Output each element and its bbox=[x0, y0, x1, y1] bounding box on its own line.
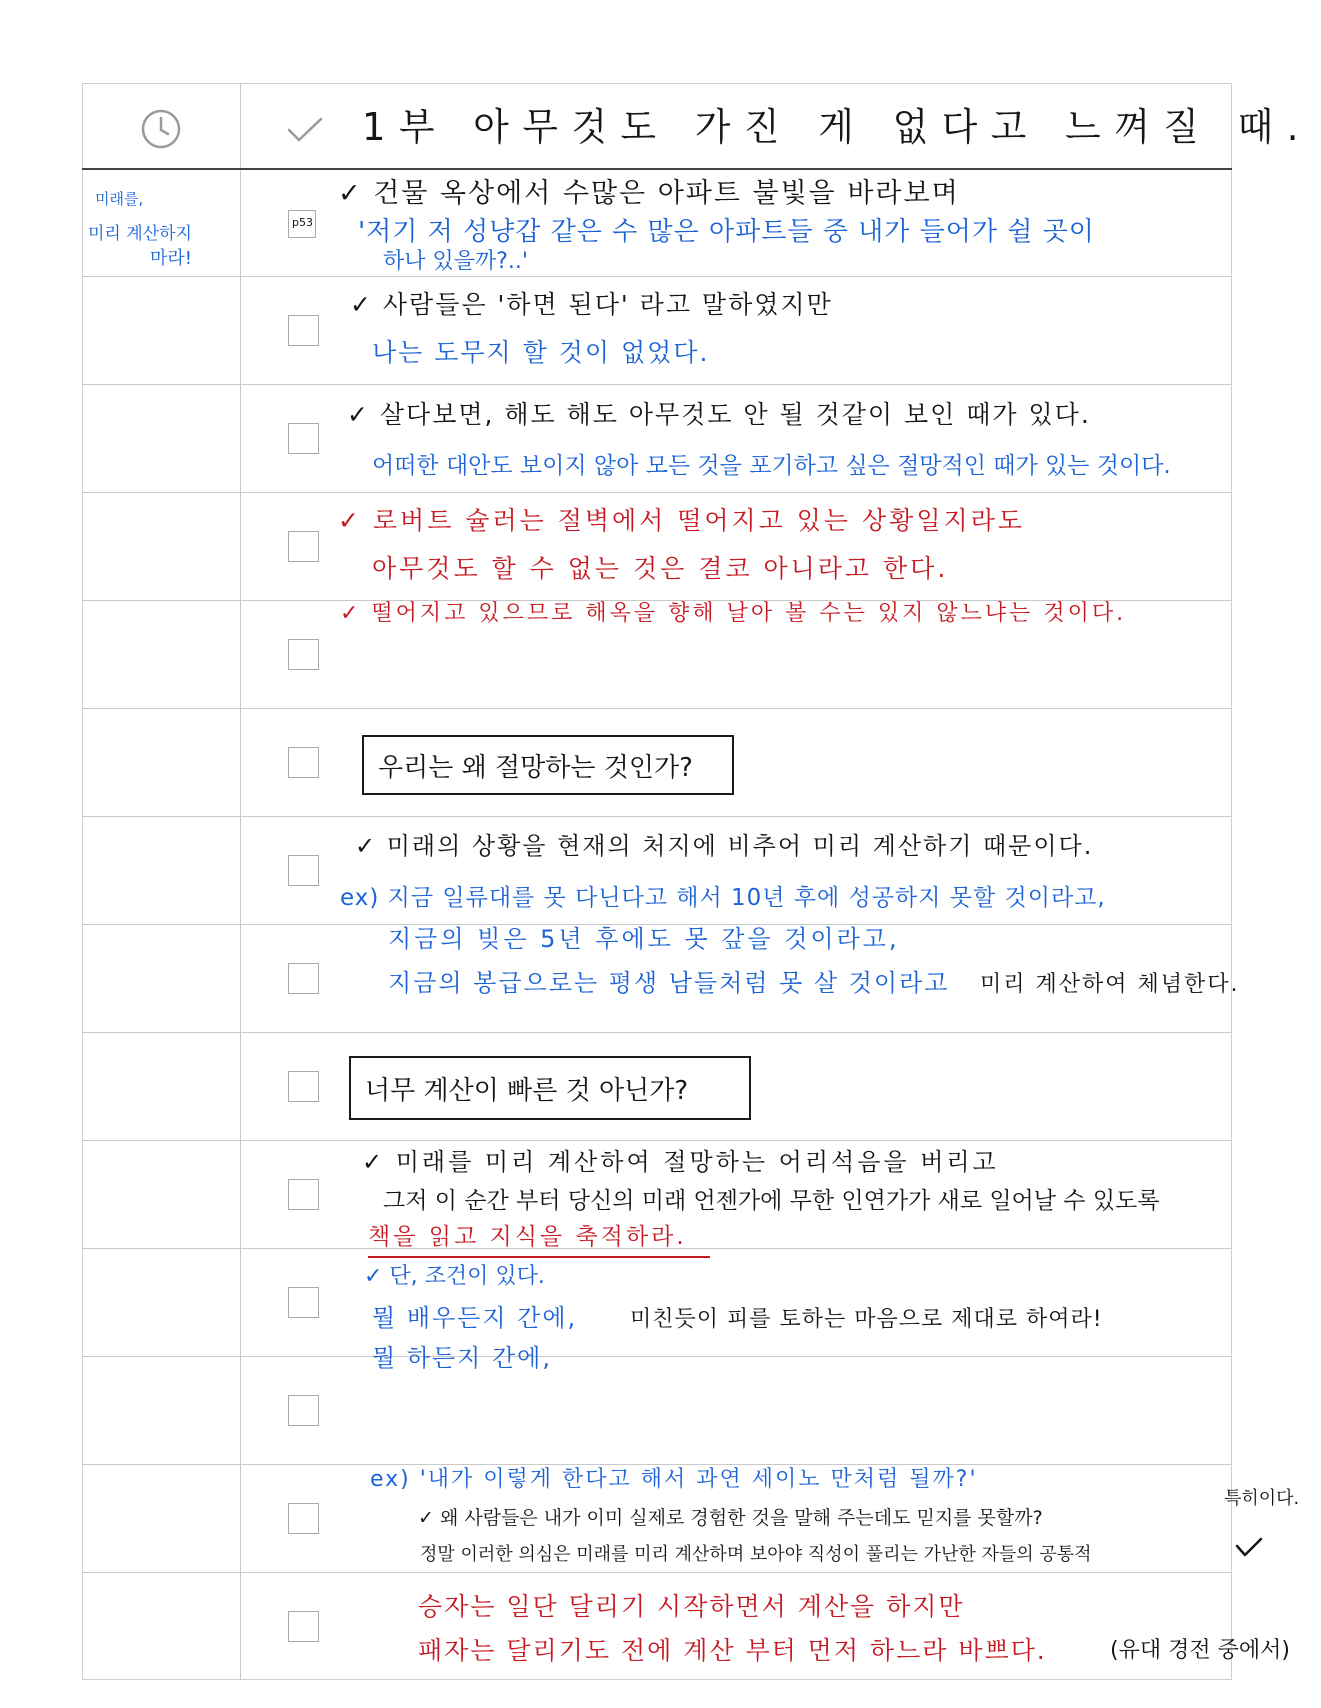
note-line: 특히이다. bbox=[1224, 1488, 1300, 1509]
boxed-question bbox=[349, 1056, 751, 1120]
checkbox[interactable] bbox=[288, 423, 319, 454]
note-line: 지금의 봉급으로는 평생 남들처럼 못 살 것이라고 bbox=[388, 969, 950, 997]
boxed-question bbox=[362, 735, 734, 795]
checkbox[interactable] bbox=[288, 1179, 319, 1210]
planner-sheet bbox=[82, 83, 1232, 1680]
note-line: ✓ 사람들은 '하면 된다' 라고 말하였지만 bbox=[350, 290, 833, 319]
row-rule bbox=[82, 816, 1232, 817]
check-mark-icon bbox=[1234, 1536, 1264, 1560]
red-underline bbox=[368, 1256, 710, 1258]
note-line: 어떠한 대안도 보이지 않아 모든 것을 포기하고 싶은 절망적인 때가 있는 것이다. bbox=[372, 453, 1171, 479]
column-divider bbox=[240, 83, 241, 1680]
row-rule bbox=[82, 708, 1232, 709]
checkbox[interactable] bbox=[288, 1287, 319, 1318]
note-line: ✓ 단, 조건이 있다. bbox=[364, 1264, 545, 1289]
note-line: (유대 경전 중에서) bbox=[1110, 1638, 1290, 1663]
row-rule bbox=[82, 1140, 1232, 1141]
checkbox[interactable] bbox=[288, 1503, 319, 1534]
note-line: 승자는 일단 달리기 시작하면서 계산을 하지만 bbox=[418, 1592, 965, 1621]
checkbox[interactable] bbox=[288, 210, 316, 238]
checkbox[interactable] bbox=[288, 1071, 319, 1102]
note-line: 뭘 배우든지 간에, bbox=[372, 1304, 578, 1332]
boxed-question-text: 우리는 왜 절망하는 것인가? bbox=[378, 752, 693, 783]
note-line: 나는 도무지 할 것이 없었다. bbox=[372, 338, 710, 367]
checkbox[interactable] bbox=[288, 315, 319, 346]
note-line: ✓ 왜 사람들은 내가 이미 실제로 경험한 것을 말해 주는데도 믿지를 못할까? bbox=[418, 1507, 1043, 1529]
page-reference: p53 bbox=[292, 216, 313, 229]
margin-note-line3: 마라! bbox=[150, 248, 192, 269]
note-line: ex) 지금 일류대를 못 다닌다고 해서 10년 후에 성공하지 못할 것이라고, bbox=[340, 885, 1106, 911]
margin-note-line1: 미래를, bbox=[95, 190, 144, 208]
note-line: 아무것도 할 수 없는 것은 결코 아니라고 한다. bbox=[372, 554, 949, 583]
checkbox[interactable] bbox=[288, 855, 319, 886]
checkbox[interactable] bbox=[288, 747, 319, 778]
checkmark-icon bbox=[286, 115, 324, 145]
note-line: 그저 이 순간 부터 당신의 미래 언젠가에 무한 인연가가 새로 일어날 수 있도록 bbox=[383, 1188, 1160, 1214]
checkbox[interactable] bbox=[288, 1611, 319, 1642]
note-line: ✓ 미래의 상황을 현재의 처지에 비추어 미리 계산하기 때문이다. bbox=[355, 832, 1094, 860]
checkbox[interactable] bbox=[288, 531, 319, 562]
checkbox[interactable] bbox=[288, 963, 319, 994]
note-line: 정말 이러한 의심은 미래를 미리 계산하며 보아야 직성이 풀리는 가난한 자들의 공통적 bbox=[420, 1544, 1092, 1565]
page-title: 1부 아무것도 가진 게 없다고 느껴질 때. bbox=[362, 105, 1312, 149]
row-rule bbox=[82, 1572, 1232, 1573]
note-line: 지금의 빚은 5년 후에도 못 갚을 것이라고, bbox=[388, 925, 900, 953]
row-rule bbox=[82, 1032, 1232, 1033]
row-rule bbox=[82, 492, 1232, 493]
note-line: ex) '내가 이렇게 한다고 해서 과연 세이노 만처럼 될까?' bbox=[370, 1467, 978, 1492]
header-rule bbox=[82, 168, 1232, 170]
note-line: ✓ 떨어지고 있으므로 해옥을 향해 날아 볼 수는 있지 않느냐는 것이다. bbox=[340, 601, 1127, 626]
row-rule bbox=[82, 1356, 1232, 1357]
note-line: ✓ 건물 옥상에서 수많은 아파트 불빛을 바라보며 bbox=[338, 178, 960, 209]
boxed-question-text: 너무 계산이 빠른 것 아닌가? bbox=[365, 1075, 689, 1106]
note-line: ✓ 미래를 미리 계산하여 절망하는 어리석음을 버리고 bbox=[362, 1148, 999, 1176]
note-line: 하나 있을까?..' bbox=[383, 249, 528, 274]
note-line: ✓ 살다보면, 해도 해도 아무것도 안 될 것같이 보인 때가 있다. bbox=[347, 400, 1091, 429]
note-line: 책을 읽고 지식을 축적하라. bbox=[368, 1224, 687, 1250]
checkbox[interactable] bbox=[288, 1395, 319, 1426]
note-line: 패자는 달리기도 전에 계산 부터 먼저 하느라 바쁘다. bbox=[418, 1636, 1047, 1665]
note-line: 미친듯이 피를 토하는 마음으로 제대로 하여라! bbox=[630, 1307, 1103, 1332]
note-line: '저기 저 성냥갑 같은 수 많은 아파트들 중 내가 들어가 쉴 곳이 bbox=[358, 217, 1095, 247]
clock-icon bbox=[140, 108, 182, 150]
note-line: 뭘 하든지 간에, bbox=[372, 1344, 552, 1372]
row-rule bbox=[82, 276, 1232, 277]
margin-note-line2: 미리 계산하지 bbox=[88, 224, 192, 244]
row-rule bbox=[82, 1464, 1232, 1465]
row-rule bbox=[82, 384, 1232, 385]
note-line: 미리 계산하여 체념한다. bbox=[980, 972, 1240, 997]
checkbox[interactable] bbox=[288, 639, 319, 670]
note-line: ✓ 로버트 슐러는 절벽에서 떨어지고 있는 상황일지라도 bbox=[338, 506, 1025, 535]
